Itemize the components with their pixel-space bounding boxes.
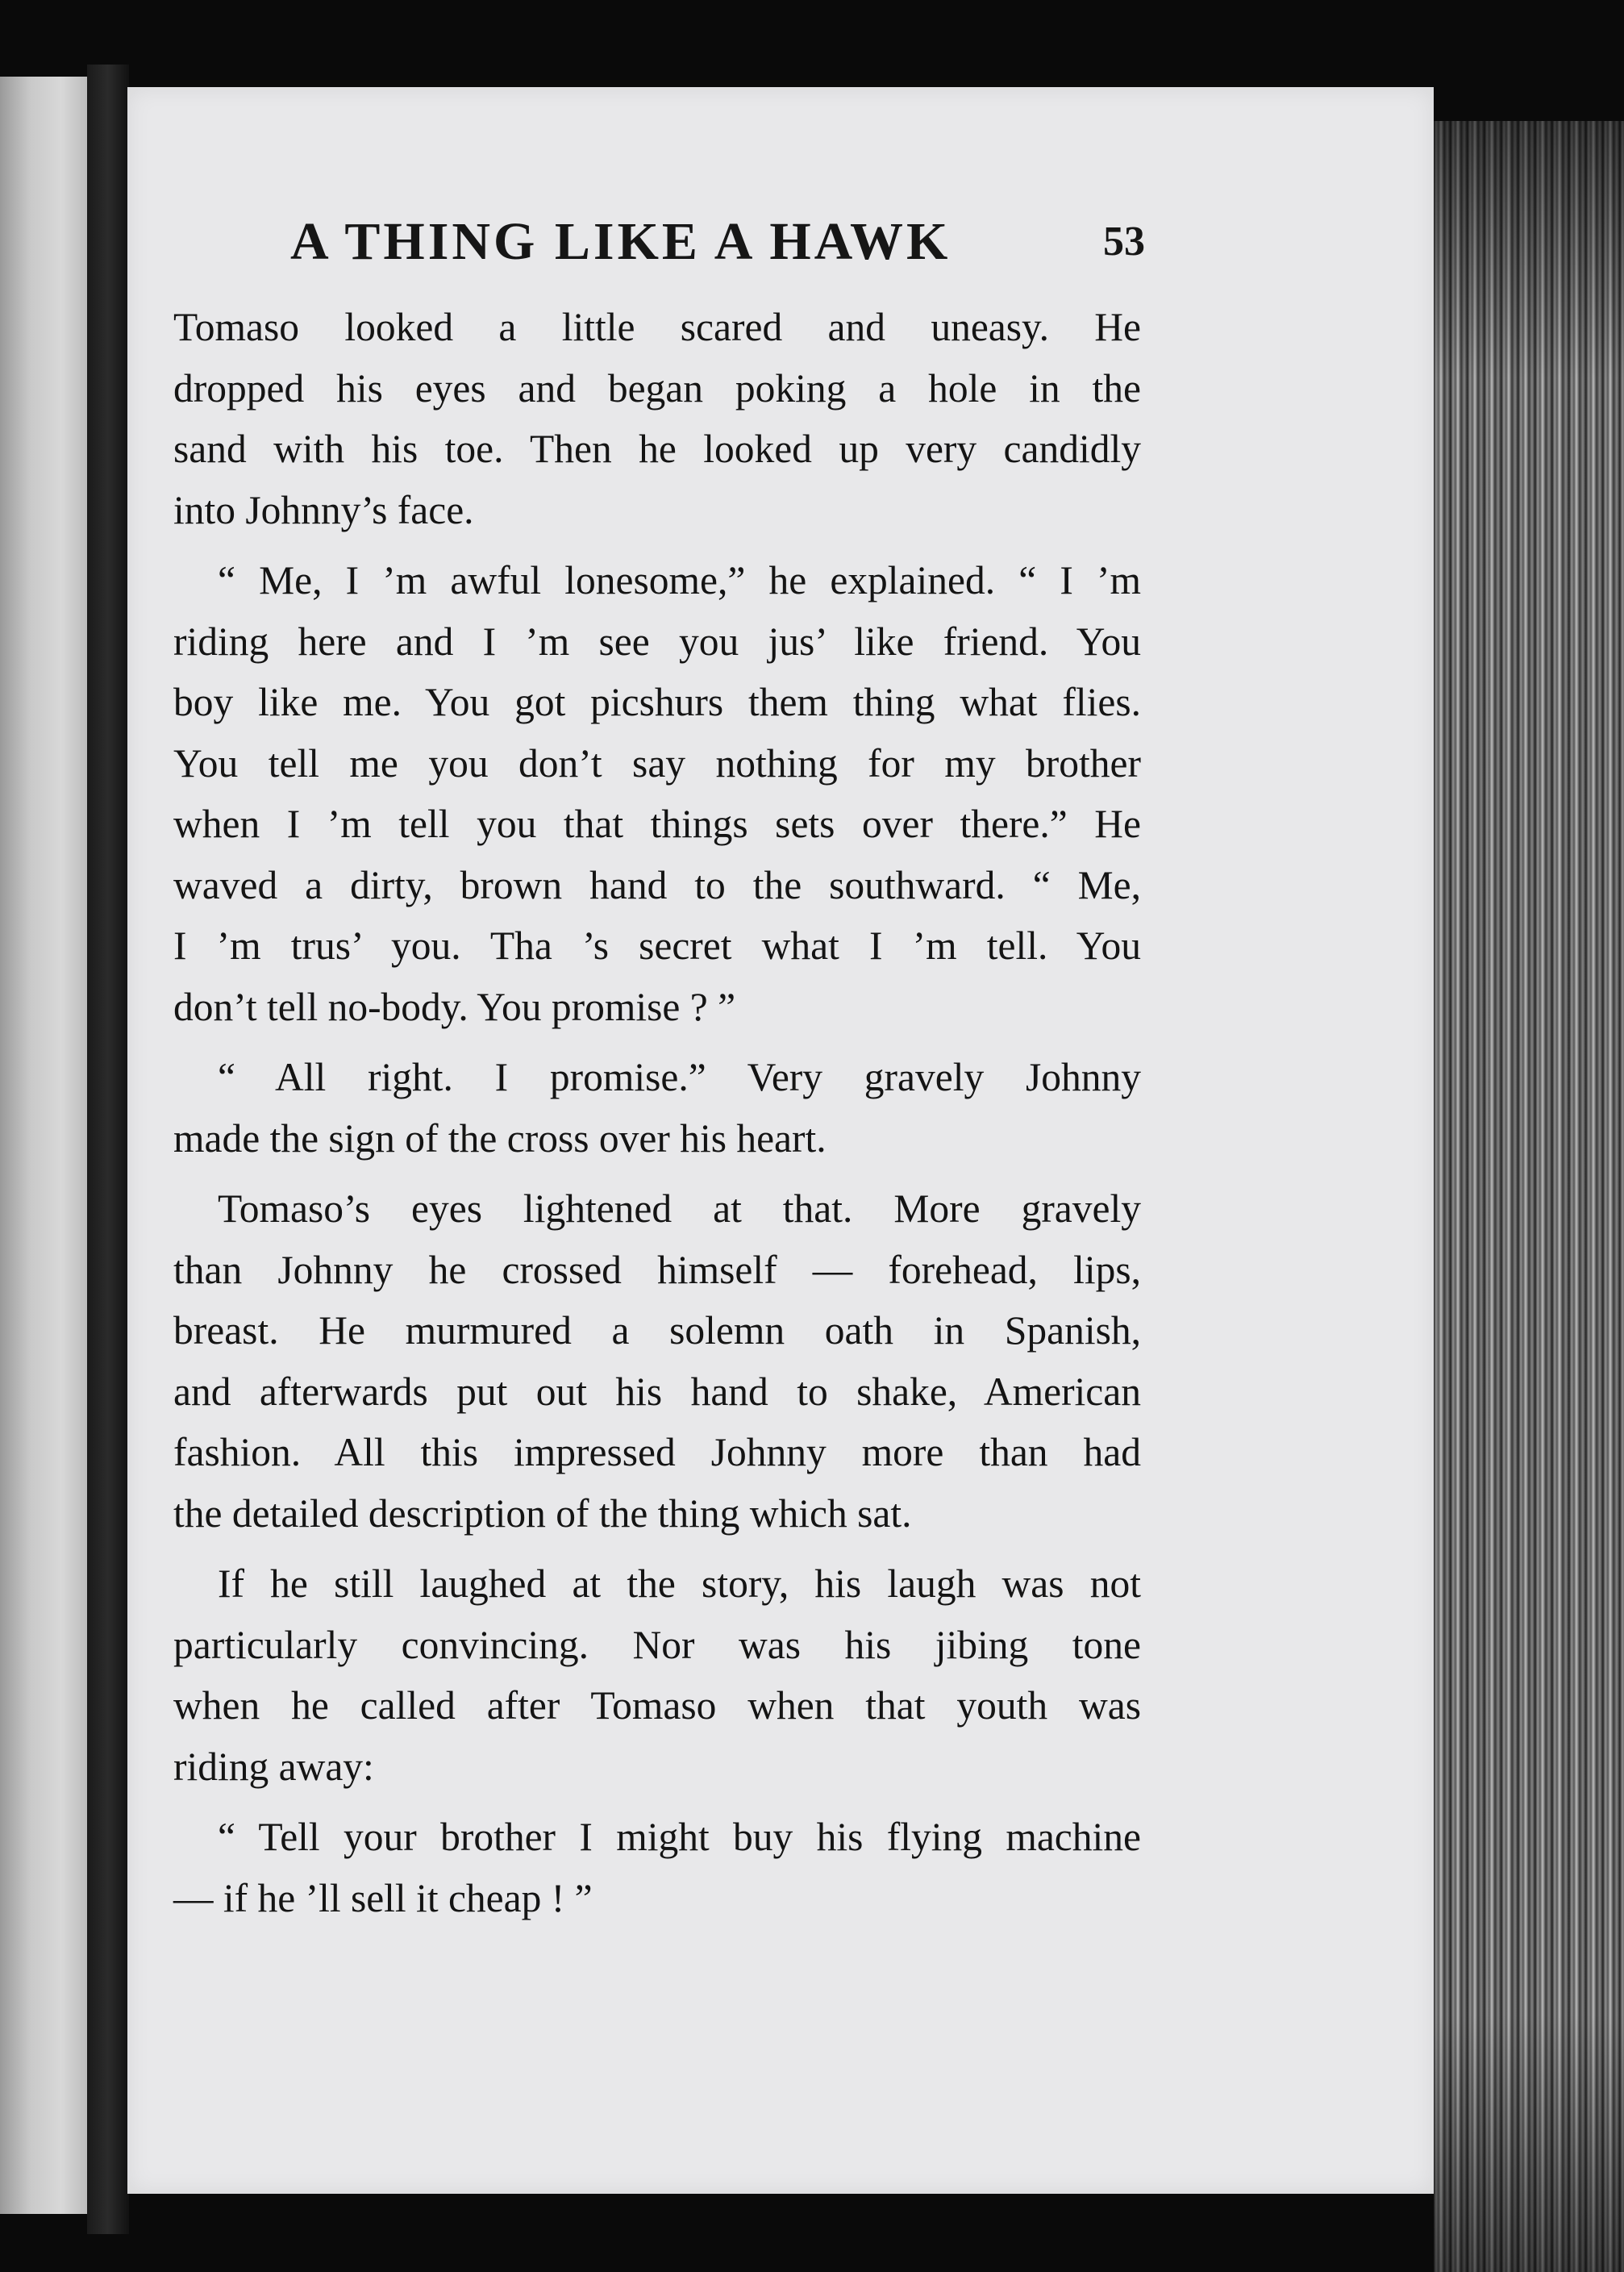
book-gutter xyxy=(87,65,129,2234)
text-line: dropped his eyes and began poking a hole in the xyxy=(173,365,1141,411)
body-text xyxy=(173,297,1141,1928)
text-line: boy like me. You got picshurs them thing what flies. xyxy=(173,680,1141,724)
text-line: I ’m trus’ you. Tha ’s secret what I ’m tell. You xyxy=(173,923,1141,968)
text-line: breast. He murmured a solemn oath in Spanish, xyxy=(173,1308,1141,1353)
paragraph-gap xyxy=(173,540,1141,550)
text-line: fashion. All this impressed Johnny more than had xyxy=(173,1430,1141,1474)
text-line: Tomaso looked a little scared and uneasy. He xyxy=(173,305,1141,349)
page-number: 53 xyxy=(1103,219,1145,265)
text-line: when he called after Tomaso when that youth was xyxy=(173,1683,1141,1728)
running-header xyxy=(290,211,1145,276)
text-line: don’t tell no-body. You promise ? ” xyxy=(173,984,736,1029)
text-line: into Johnny’s face. xyxy=(173,487,474,532)
page-stack-shadow xyxy=(1434,121,1624,2272)
paragraph-gap xyxy=(173,1544,1141,1553)
text-line: Tomaso’s eyes lightened at that. More gravely xyxy=(218,1186,1141,1231)
text-line: “ Tell your brother I might buy his flying machine xyxy=(218,1815,1141,1859)
text-line: made the sign of the cross over his heart. xyxy=(173,1115,827,1161)
text-line: riding away: xyxy=(173,1744,374,1789)
facing-page-edge xyxy=(0,77,87,2214)
text-line: and afterwards put out his hand to shake, American xyxy=(173,1369,1141,1414)
text-line: waved a dirty, brown hand to the southward. “ Me, xyxy=(173,862,1141,907)
text-line: the detailed description of the thing which sat. xyxy=(173,1490,912,1536)
text-line: sand with his toe. Then he looked up very candidly xyxy=(173,427,1141,471)
text-line: If he still laughed at the story, his laugh was not xyxy=(218,1561,1141,1606)
running-title: A THING LIKE A HAWK xyxy=(290,212,951,271)
paragraph-gap xyxy=(173,1797,1141,1807)
text-line: when I ’m tell you that things sets over there.” He xyxy=(173,802,1141,846)
text-line: “ All right. I promise.” Very gravely Johnny xyxy=(218,1055,1141,1099)
text-line: — if he ’ll sell it cheap ! ” xyxy=(173,1875,593,1920)
text-line: particularly convincing. Nor was his jibing tone xyxy=(173,1622,1141,1667)
text-line: You tell me you don’t say nothing for my brother xyxy=(173,740,1141,786)
paragraph-gap xyxy=(173,1037,1141,1047)
text-line: than Johnny he crossed himself — forehead, lips, xyxy=(173,1247,1141,1292)
text-line: riding here and I ’m see you jus’ like friend. You xyxy=(173,619,1141,664)
paragraph-gap xyxy=(173,1169,1141,1178)
text-line: “ Me, I ’m awful lonesome,” he explained. “ I ’m xyxy=(218,558,1141,602)
